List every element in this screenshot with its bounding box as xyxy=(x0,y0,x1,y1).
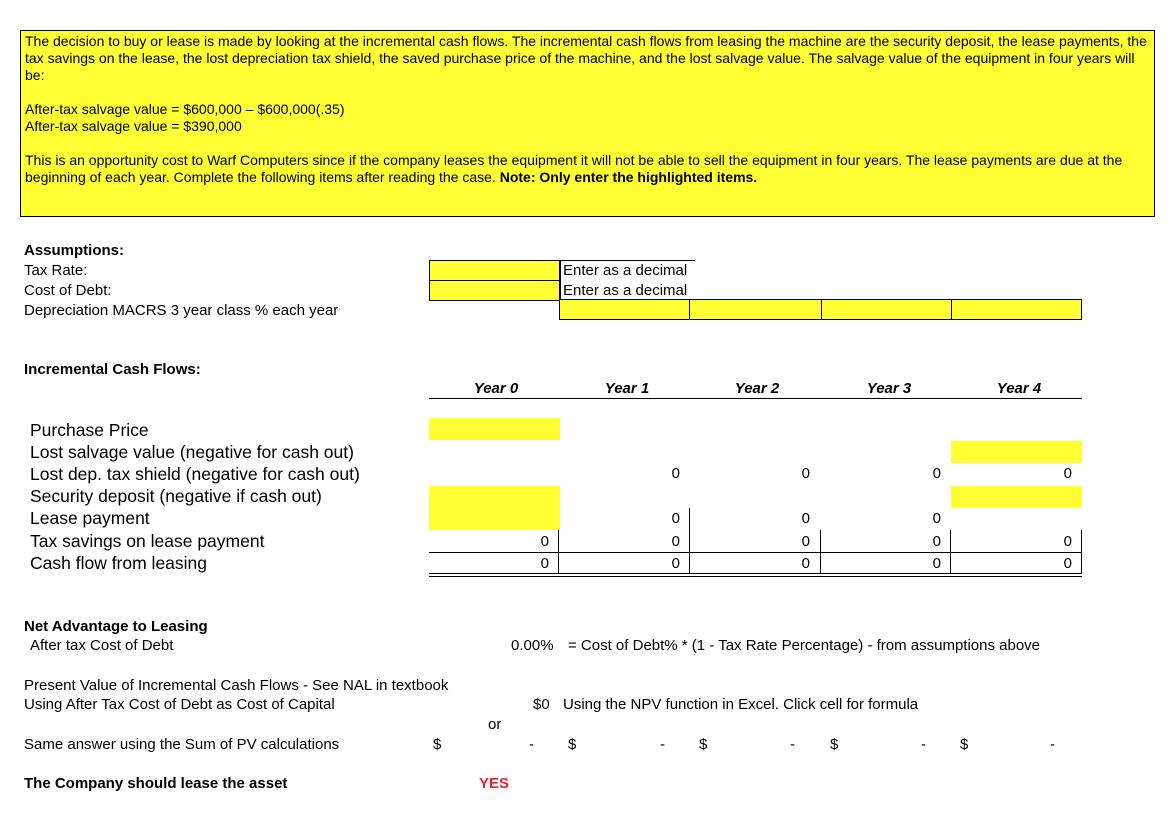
after-tax-cost-value[interactable]: 0.00% xyxy=(511,637,554,654)
subtotal-line xyxy=(429,552,1082,553)
sum-pv-dollar-3: $ xyxy=(830,736,839,753)
tax-savings-year-1: 0 xyxy=(671,533,680,550)
cash-flow-label: Cash flow from leasing xyxy=(30,553,208,573)
cash-flows-title: Incremental Cash Flows: xyxy=(24,361,201,378)
lost-dep-year-1: 0 xyxy=(671,465,680,482)
sum-pv-dollar-0: $ xyxy=(433,736,442,753)
tax-savings-year-4: 0 xyxy=(1063,533,1072,550)
cash-flow-year-0: 0 xyxy=(540,555,549,572)
year-0-header: Year 0 xyxy=(473,380,519,397)
salvage-formula-2: After-tax salvage value = $390,000 xyxy=(25,118,242,134)
cell-border xyxy=(689,508,690,574)
cash-flow-year-2: 0 xyxy=(801,555,810,572)
sum-pv-value-4[interactable]: - xyxy=(1050,736,1055,753)
decision-value[interactable]: YES xyxy=(479,775,510,792)
decision-label: The Company should lease the asset xyxy=(24,775,288,792)
lease-payment-label: Lease payment xyxy=(30,508,150,528)
year-1-header: Year 1 xyxy=(604,380,650,397)
macrs-year-1-input[interactable] xyxy=(559,299,690,320)
tax-rate-hint: Enter as a decimal xyxy=(563,262,688,279)
tax-savings-year-3: 0 xyxy=(932,533,941,550)
macrs-label: Depreciation MACRS 3 year class % each year xyxy=(24,302,339,319)
tax-rate-input[interactable] xyxy=(429,260,560,281)
cost-of-debt-label: Cost of Debt: xyxy=(24,282,112,299)
sum-pv-value-3[interactable]: - xyxy=(921,736,926,753)
or-text: or xyxy=(488,716,502,733)
macrs-year-2-input[interactable] xyxy=(689,299,822,320)
salvage-formula-1: After-tax salvage value = $600,000 – $600,000(.35) xyxy=(25,101,345,117)
pv-value[interactable]: $0 xyxy=(533,696,550,713)
total-double-underline xyxy=(429,573,1082,577)
nal-title: Net Advantage to Leasing xyxy=(24,618,208,635)
lost-salvage-year-4-input[interactable] xyxy=(951,441,1082,463)
security-deposit-label: Security deposit (negative if cash out) xyxy=(30,486,322,506)
tax-savings-year-0: 0 xyxy=(540,533,549,550)
security-deposit-lease-year-0-input[interactable] xyxy=(429,486,560,530)
purchase-price-label: Purchase Price xyxy=(30,420,149,440)
instructions-note: Note: Only enter the highlighted items. xyxy=(499,169,758,185)
lost-dep-label: Lost dep. tax shield (negative for cash out) xyxy=(30,464,360,484)
instructions-box xyxy=(20,30,1155,217)
lost-dep-year-4: 0 xyxy=(1063,465,1072,482)
sum-pv-dollar-1: $ xyxy=(568,736,577,753)
lease-payment-year-3: 0 xyxy=(932,510,941,527)
cost-of-debt-hint: Enter as a decimal xyxy=(563,282,688,299)
after-tax-cost-note: = Cost of Debt% * (1 - Tax Rate Percentage) - from assumptions above xyxy=(568,637,1041,654)
sum-pv-dollar-2: $ xyxy=(699,736,708,753)
sum-pv-label: Same answer using the Sum of PV calculations xyxy=(24,736,340,753)
header-underline xyxy=(429,398,1082,399)
lease-payment-year-2: 0 xyxy=(801,510,810,527)
year-3-header: Year 3 xyxy=(866,380,912,397)
lost-salvage-label: Lost salvage value (negative for cash out) xyxy=(30,442,354,462)
assumptions-title: Assumptions: xyxy=(24,242,125,259)
year-2-header: Year 2 xyxy=(734,380,780,397)
cash-flow-year-1: 0 xyxy=(671,555,680,572)
macrs-year-3-input[interactable] xyxy=(821,299,952,320)
sum-pv-dollar-4: $ xyxy=(960,736,969,753)
pv-note: Using the NPV function in Excel. Click cell for formula xyxy=(563,696,919,713)
pv-label-line-2: Using After Tax Cost of Debt as Cost of Capital xyxy=(24,696,335,713)
cash-flow-year-4: 0 xyxy=(1063,555,1072,572)
pv-label-line-1: Present Value of Incremental Cash Flows - See NAL in textbook xyxy=(24,677,449,694)
security-deposit-year-4-input[interactable] xyxy=(951,486,1082,508)
tax-rate-label: Tax Rate: xyxy=(24,262,88,279)
macrs-year-4-input[interactable] xyxy=(951,299,1082,320)
tax-savings-year-2: 0 xyxy=(801,533,810,550)
cost-of-debt-input[interactable] xyxy=(429,280,560,301)
purchase-price-year-0-input[interactable] xyxy=(429,418,560,440)
instructions-paragraph-1: The decision to buy or lease is made by looking at the incremental cash flows. The incremental cash flows from leasing the machine are the security deposit, the lease payments, the tax savings on the lease, the lost depreciation tax shield, the saved purchase price of the machine, and the lost salvage value. The salvage value of the equipment in four years will be: xyxy=(25,33,1147,83)
year-4-header: Year 4 xyxy=(996,380,1042,397)
lost-dep-year-2: 0 xyxy=(801,465,810,482)
lost-dep-year-3: 0 xyxy=(932,465,941,482)
sum-pv-value-1[interactable]: - xyxy=(660,736,665,753)
lease-payment-year-1: 0 xyxy=(671,510,680,527)
instructions-paragraph-2 xyxy=(25,152,1150,186)
sum-pv-value-2[interactable]: - xyxy=(790,736,795,753)
hint-cell-border xyxy=(560,260,695,300)
tax-savings-label: Tax savings on lease payment xyxy=(30,531,265,551)
instructions-text: This is an opportunity cost to Warf Computers since if the company leases the equipment it will not be able to sell the equipment in four years. The lease payments are due at the beginning of each year. Complete the following items after reading the case. xyxy=(25,152,1123,185)
after-tax-cost-label: After tax Cost of Debt xyxy=(30,637,174,654)
sum-pv-value-0[interactable]: - xyxy=(529,736,534,753)
cash-flow-year-3: 0 xyxy=(932,555,941,572)
